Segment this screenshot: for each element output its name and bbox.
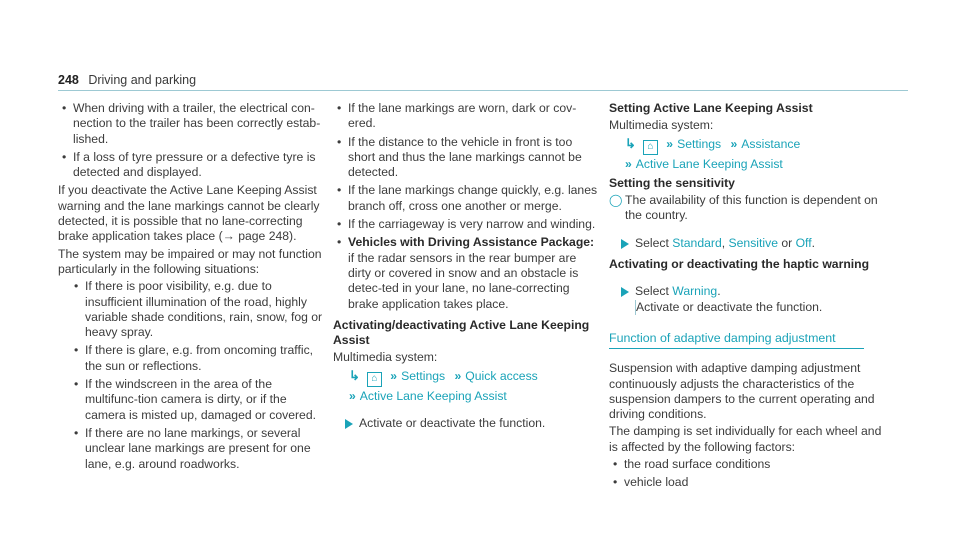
- nav-assistance[interactable]: Assistance: [741, 136, 801, 151]
- nav-path: [609, 136, 884, 155]
- heading: Activating/deactivating Active Lane Keeping Assist: [333, 317, 590, 348]
- heading: Setting Active Lane Keeping Assist: [609, 101, 813, 115]
- list-item: • vehicle load: [609, 475, 884, 490]
- step: Select Standard, Sensitive or Off.: [609, 236, 884, 251]
- nav-quick-access[interactable]: Quick access: [465, 368, 538, 383]
- page-header: [58, 73, 196, 87]
- list-item: • If the windscreen in the area of the multifunc-tion camera is dirty, or if the camera is misted up, damaged or covered.: [70, 377, 323, 423]
- heading: Setting the sensitivity: [609, 175, 735, 190]
- list-item: • If there is glare, e.g. from oncoming traffic, the sun or reflections.: [70, 343, 323, 374]
- nav-active-lane-keeping-assist[interactable]: Active Lane Keeping Assist: [359, 388, 507, 403]
- option-standard[interactable]: Standard: [672, 235, 722, 250]
- package-text: if the radar sensors in the rear bumper are dirty or covered in snow and an obstacle is detec-ted in your lane, no lane-correcting brake application takes place.: [348, 250, 579, 311]
- column-1: [58, 101, 323, 475]
- double-chevron-icon: »: [666, 136, 674, 151]
- list-item: • If there are no lane markings, or several unclear lane markings are present for one lane, e.g. around roadworks.: [70, 426, 323, 472]
- list-item: • If there is poor visibility, e.g. due to insufficient illumination of the road, highly variable shade conditions, rain, snow, fog or heavy spray.: [70, 279, 323, 340]
- step-arrow-icon: [621, 287, 629, 297]
- list-item: • If the lane markings change quickly, e.g. lanes branch off, cross one another or merge.: [333, 183, 601, 214]
- step-result: Activate or deactivate the function.: [635, 300, 884, 315]
- double-chevron-icon: »: [625, 156, 632, 171]
- nav-path-2: [609, 157, 884, 172]
- list-item: • When driving with a trailer, the electrical con-nection to the trailer has been correctly estab-lished.: [58, 101, 323, 147]
- column-2: [333, 101, 601, 437]
- nav-path-2: [333, 389, 601, 404]
- package-label: Vehicles with Driving Assistance Package:: [348, 235, 595, 250]
- step-arrow-icon: [621, 239, 629, 249]
- page-number: 248: [58, 73, 79, 87]
- section-heading: Function of adaptive damping adjustment: [609, 331, 864, 349]
- step: Select Warning.: [609, 284, 884, 299]
- nav-settings[interactable]: Settings: [677, 136, 722, 151]
- heading: Activating or deactivating the haptic warning: [609, 257, 870, 272]
- section-title: Driving and parking: [88, 73, 197, 87]
- double-chevron-icon: »: [390, 368, 398, 383]
- multimedia-label: Multimedia system:: [333, 350, 438, 365]
- home-icon: ⌂: [367, 372, 382, 387]
- step-arrow-icon: [345, 419, 353, 429]
- note: ◯ The availability of this function is dependent on the country.: [609, 193, 878, 223]
- nav-active-lane-keeping-assist[interactable]: Active Lane Keeping Assist: [635, 156, 783, 171]
- list-item: • If a loss of tyre pressure or a defective tyre is detected and displayed.: [58, 150, 323, 181]
- list-item: • If the distance to the vehicle in front is too short and thus the lane markings cannot be detected.: [333, 135, 601, 181]
- info-icon: ◯: [609, 193, 623, 208]
- list-item: • If the carriageway is very narrow and winding.: [333, 217, 601, 232]
- option-sensitive[interactable]: Sensitive: [728, 235, 778, 250]
- header-divider: [58, 90, 908, 91]
- paragraph: If you deactivate the Active Lane Keeping Assist warning and the lane markings cannot be clearly detected, it is possible that no lane-correcting brake application takes place (→ page 248).: [58, 183, 320, 244]
- home-icon: ⌂: [643, 140, 658, 155]
- list-item: • If the lane markings are worn, dark or cov-ered.: [333, 101, 601, 132]
- paragraph: The system may be impaired or may not function particularly in the following situations:: [58, 246, 322, 276]
- nav-path: [333, 368, 601, 387]
- double-chevron-icon: »: [349, 388, 356, 403]
- return-arrow-icon: ↳: [625, 135, 636, 151]
- double-chevron-icon: »: [730, 136, 738, 151]
- paragraph: Suspension with adaptive damping adjustment continuously adjusts the characteristics of the suspension dampers to the current operating and driving conditions.: [609, 361, 875, 422]
- option-warning[interactable]: Warning: [672, 284, 718, 299]
- column-3: [609, 101, 884, 494]
- paragraph: The damping is set individually for each wheel and is affected by the following factors:: [609, 424, 882, 454]
- list-item: • the road surface conditions: [609, 457, 884, 472]
- multimedia-label: Multimedia system:: [609, 118, 714, 133]
- double-chevron-icon: »: [454, 368, 462, 383]
- nav-settings[interactable]: Settings: [401, 368, 446, 383]
- list-item: [333, 235, 601, 311]
- option-off[interactable]: Off: [795, 235, 812, 250]
- return-arrow-icon: ↳: [349, 367, 360, 383]
- step: Activate or deactivate the function.: [333, 416, 601, 431]
